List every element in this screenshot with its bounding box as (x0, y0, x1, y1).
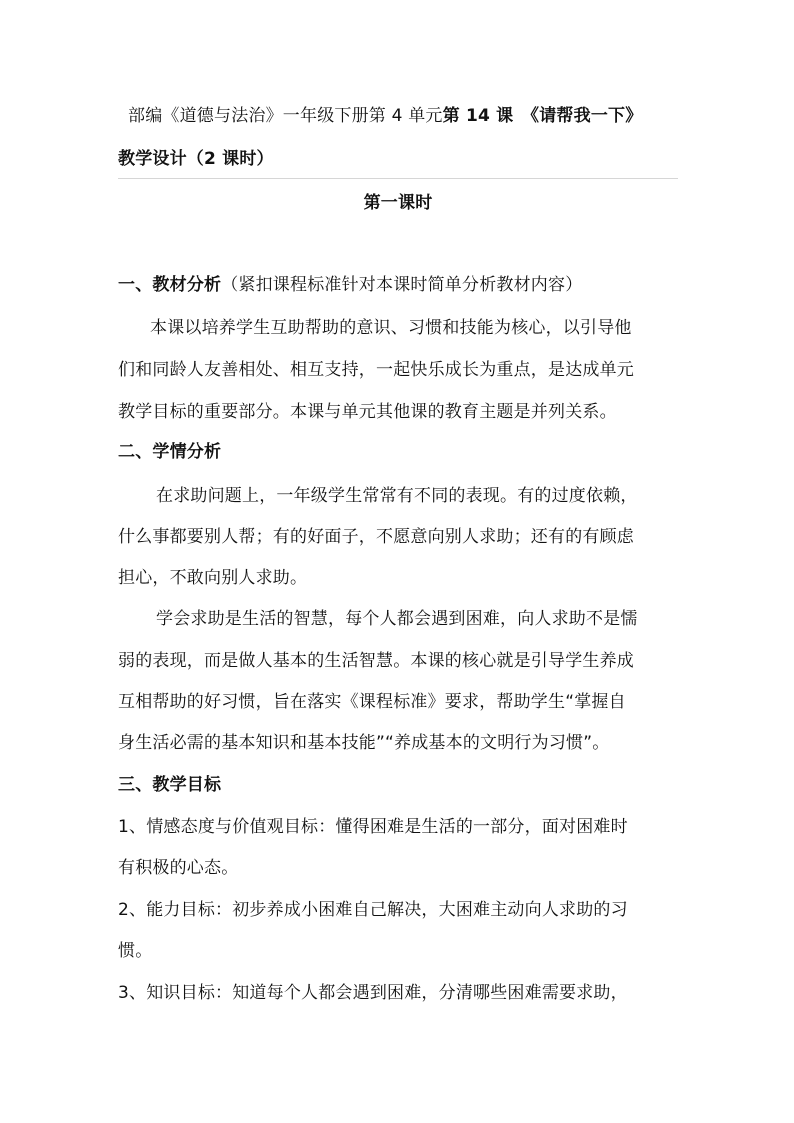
paragraph-line: 担心，不敢向别人求助。 (118, 568, 308, 588)
document-title-line1 (128, 104, 688, 128)
section-note: （紧扣课程标准针对本课时简单分析教材内容） (221, 275, 583, 295)
paragraph-line: 本课以培养学生互助帮助的意识、习惯和技能为核心，以引导他 (150, 318, 632, 338)
goal-line: 1、情感态度与价值观目标：懂得困难是生活的一部分，面对困难时 (118, 817, 628, 837)
title-lesson: 第 14 课 《请帮我一下》 (442, 106, 643, 126)
paragraph-line: 学会求助是生活的智慧，每个人都会遇到困难，向人求助不是懦 (156, 609, 638, 629)
goal-line: 惯。 (118, 941, 153, 961)
section-title: 一、教材分析 (118, 275, 222, 295)
paragraph-line: 教学目标的重要部分。本课与单元其他课的教育主题是并列关系。 (118, 402, 617, 422)
document-title-line2: 教学设计（2 课时） (118, 149, 274, 169)
goal-line: 3、知识目标：知道每个人都会遇到困难，分清哪些困难需要求助， (118, 983, 628, 1003)
title-prefix: 部编《道德与法治》一年级下册第 4 单元 (128, 106, 443, 126)
paragraph-line: 互相帮助的好习惯，旨在落实《课程标准》要求，帮助学生“掌握自 (118, 692, 626, 712)
paragraph-line: 们和同龄人友善相处、相互支持，一起快乐成长为重点，是达成单元 (118, 360, 634, 380)
goal-line: 有积极的心态。 (118, 858, 239, 878)
goal-line: 2、能力目标：初步养成小困难自己解决，大困难主动向人求助的习 (118, 900, 628, 920)
section-heading-teaching-goals: 三、教学目标 (118, 775, 222, 795)
paragraph-line: 什么事都要别人帮；有的好面子，不愿意向别人求助；还有的有顾虑 (118, 527, 634, 547)
section-heading-textbook-analysis (118, 273, 678, 297)
paragraph-line: 在求助问题上，一年级学生常常有不同的表现。有的过度依赖， (156, 486, 638, 506)
section-heading-student-analysis: 二、学情分析 (118, 442, 222, 462)
paragraph-line: 身生活必需的基本知识和基本技能”“养成基本的文明行为习惯”。 (118, 733, 610, 753)
lesson-heading: 第一课时 (363, 193, 433, 213)
header-divider (118, 178, 678, 179)
paragraph-line: 弱的表现，而是做人基本的生活智慧。本课的核心就是引导学生养成 (118, 651, 634, 671)
